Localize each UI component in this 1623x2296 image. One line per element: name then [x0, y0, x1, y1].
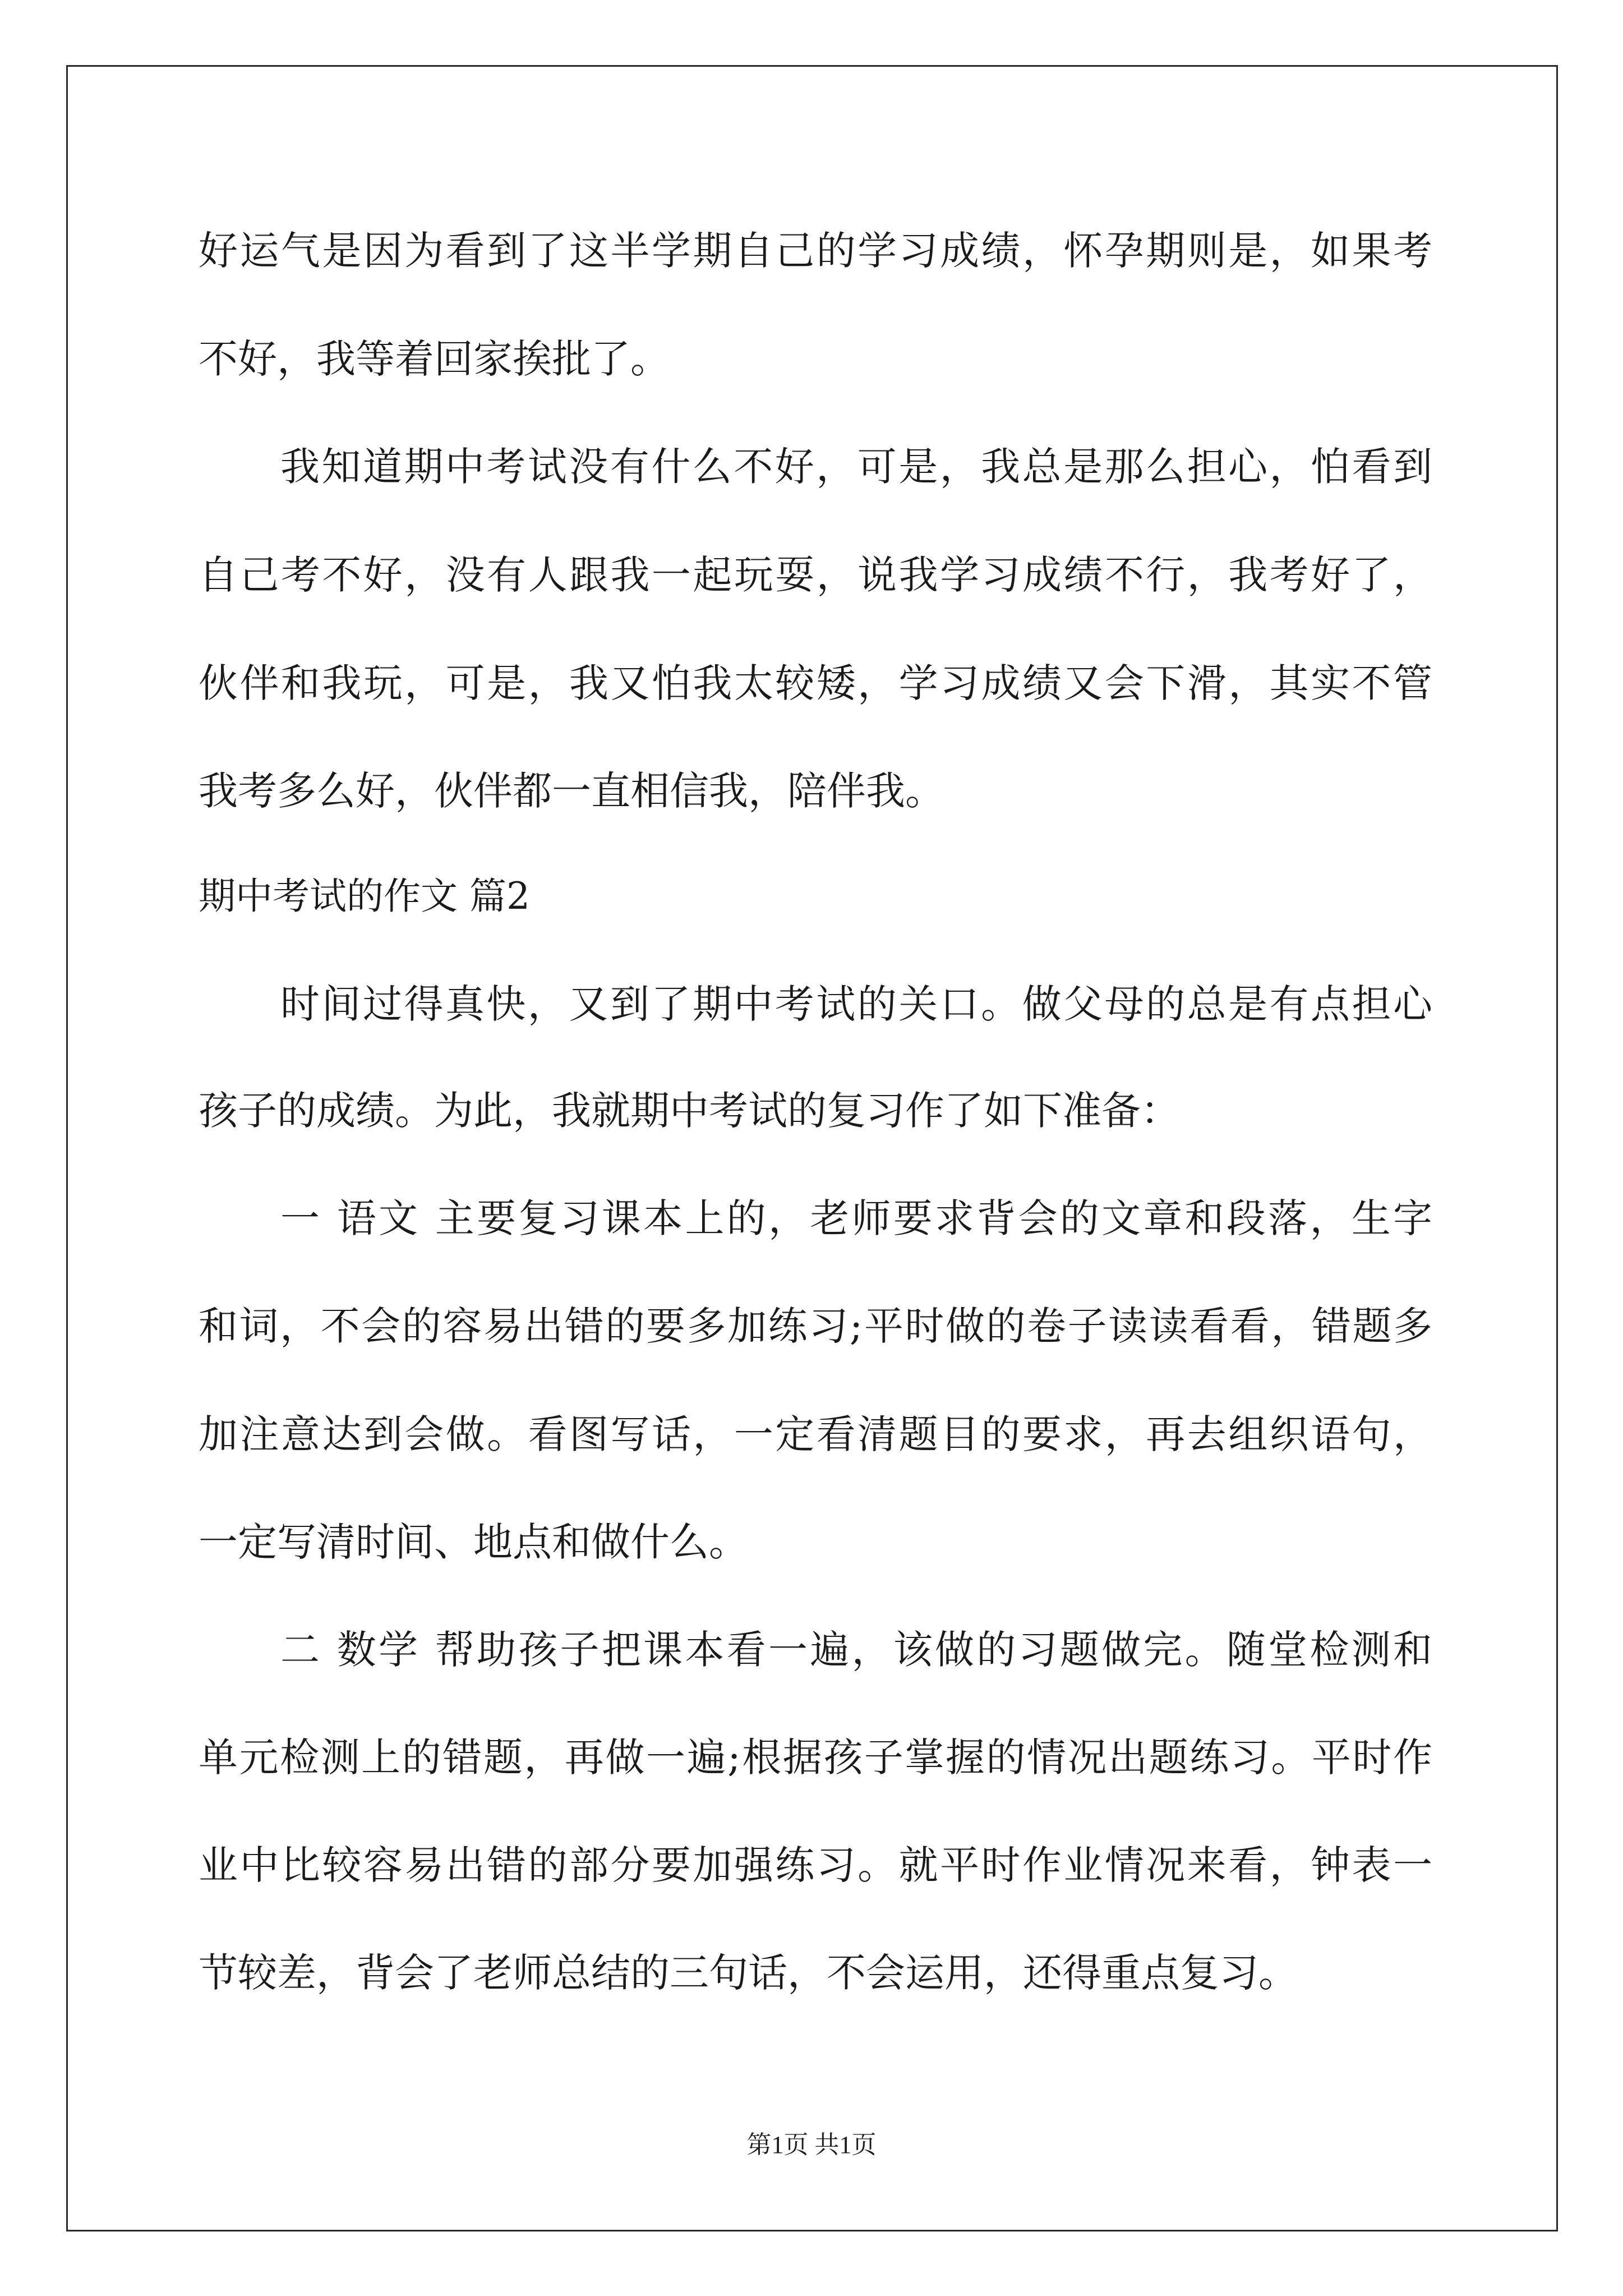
- paragraph-line: 和词，不会的容易出错的要多加练习;平时做的卷子读读看看，错题多: [199, 1303, 1432, 1349]
- paragraph-line: 我知道期中考试没有什么不好，可是，我总是那么担心，怕看到: [280, 444, 1432, 490]
- paragraph-line: 加注意达到会做。看图写话，一定看清题目的要求，再去组织语句，: [199, 1411, 1432, 1457]
- paragraph-line: 伙伴和我玩，可是，我又怕我太较矮，学习成绩又会下滑，其实不管: [199, 660, 1432, 706]
- paragraph-line: 我考多么好，伙伴都一直相信我，陪伴我。: [199, 768, 944, 814]
- paragraph-line: 一定写清时间、地点和做什么。: [199, 1519, 748, 1565]
- paragraph-line: 孩子的成绩。为此，我就期中考试的复习作了如下准备：: [199, 1088, 1180, 1134]
- paragraph-line: 自己考不好，没有人跟我一起玩耍，说我学习成绩不行，我考好了，: [199, 552, 1432, 598]
- page-footer: 第1页 共1页: [746, 2131, 877, 2159]
- section-heading: 期中考试的作文 篇2: [199, 875, 530, 918]
- page-border: [66, 65, 1558, 2231]
- paragraph-line: 二 数学 帮助孩子把课本看一遍，该做的习题做完。随堂检测和: [280, 1627, 1432, 1673]
- paragraph-line: 好运气是因为看到了这半学期自己的学习成绩，怀孕期则是，如果考: [199, 228, 1432, 274]
- paragraph-line: 不好，我等着回家挨批了。: [199, 336, 670, 382]
- paragraph-line: 业中比较容易出错的部分要加强练习。就平时作业情况来看，钟表一: [199, 1842, 1432, 1888]
- paragraph-line: 时间过得真快，又到了期中考试的关口。做父母的总是有点担心: [280, 981, 1432, 1027]
- paragraph-line: 节较差，背会了老师总结的三句话，不会运用，还得重点复习。: [199, 1950, 1298, 1996]
- paragraph-line: 单元检测上的错题，再做一遍;根据孩子掌握的情况出题练习。平时作: [199, 1734, 1432, 1780]
- paragraph-line: 一 语文 主要复习课本上的，老师要求背会的文章和段落，生字: [280, 1195, 1432, 1241]
